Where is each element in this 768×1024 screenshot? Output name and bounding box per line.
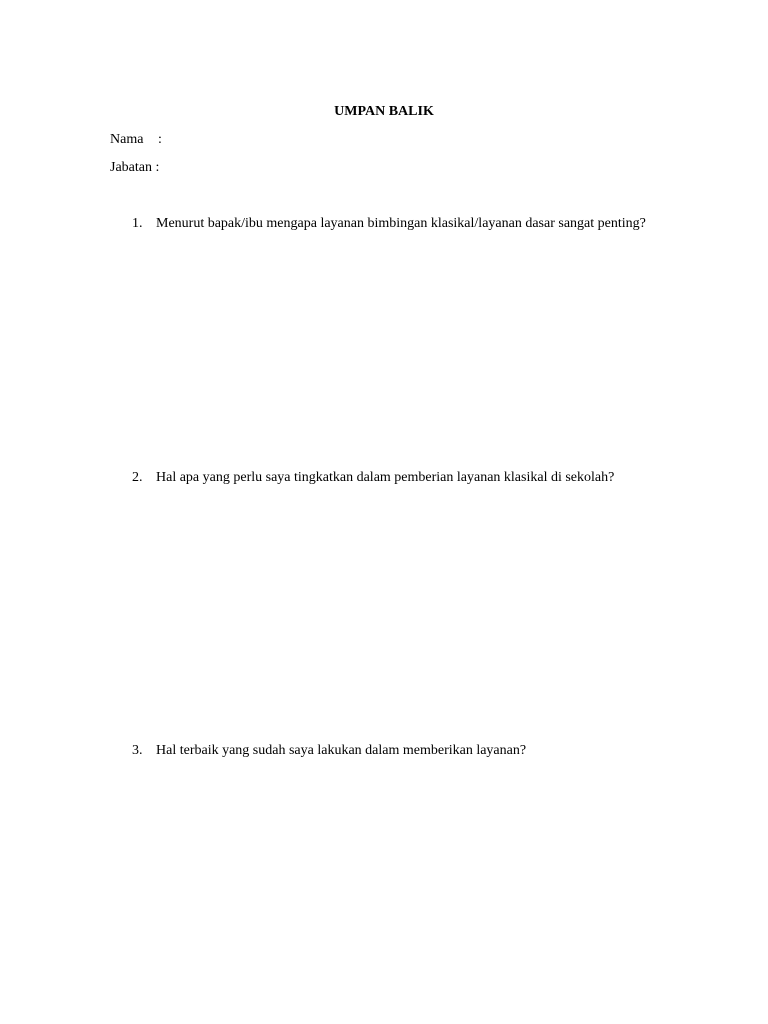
question-text: Hal apa yang perlu saya tingkatkan dalam pemberian layanan klasikal di sekolah? — [156, 470, 615, 485]
position-colon: : — [155, 160, 160, 175]
question-2 — [132, 468, 657, 487]
question-text: Menurut bapak/ibu mengapa layanan bimbingan klasikal/layanan dasar sangat penting? — [156, 216, 646, 231]
question-number: 1. — [132, 216, 143, 231]
question-3 — [132, 741, 657, 760]
name-colon: : — [158, 132, 162, 147]
question-number: 3. — [132, 743, 143, 758]
name-field — [110, 131, 162, 149]
question-text: Hal terbaik yang sudah saya lakukan dalam memberikan layanan? — [156, 743, 527, 758]
name-label: Nama — [110, 132, 144, 147]
position-field — [110, 159, 159, 177]
question-1 — [132, 214, 657, 233]
question-number: 2. — [132, 470, 143, 485]
document-title: UMPAN BALIK — [334, 104, 434, 119]
position-label: Jabatan — [110, 160, 152, 175]
